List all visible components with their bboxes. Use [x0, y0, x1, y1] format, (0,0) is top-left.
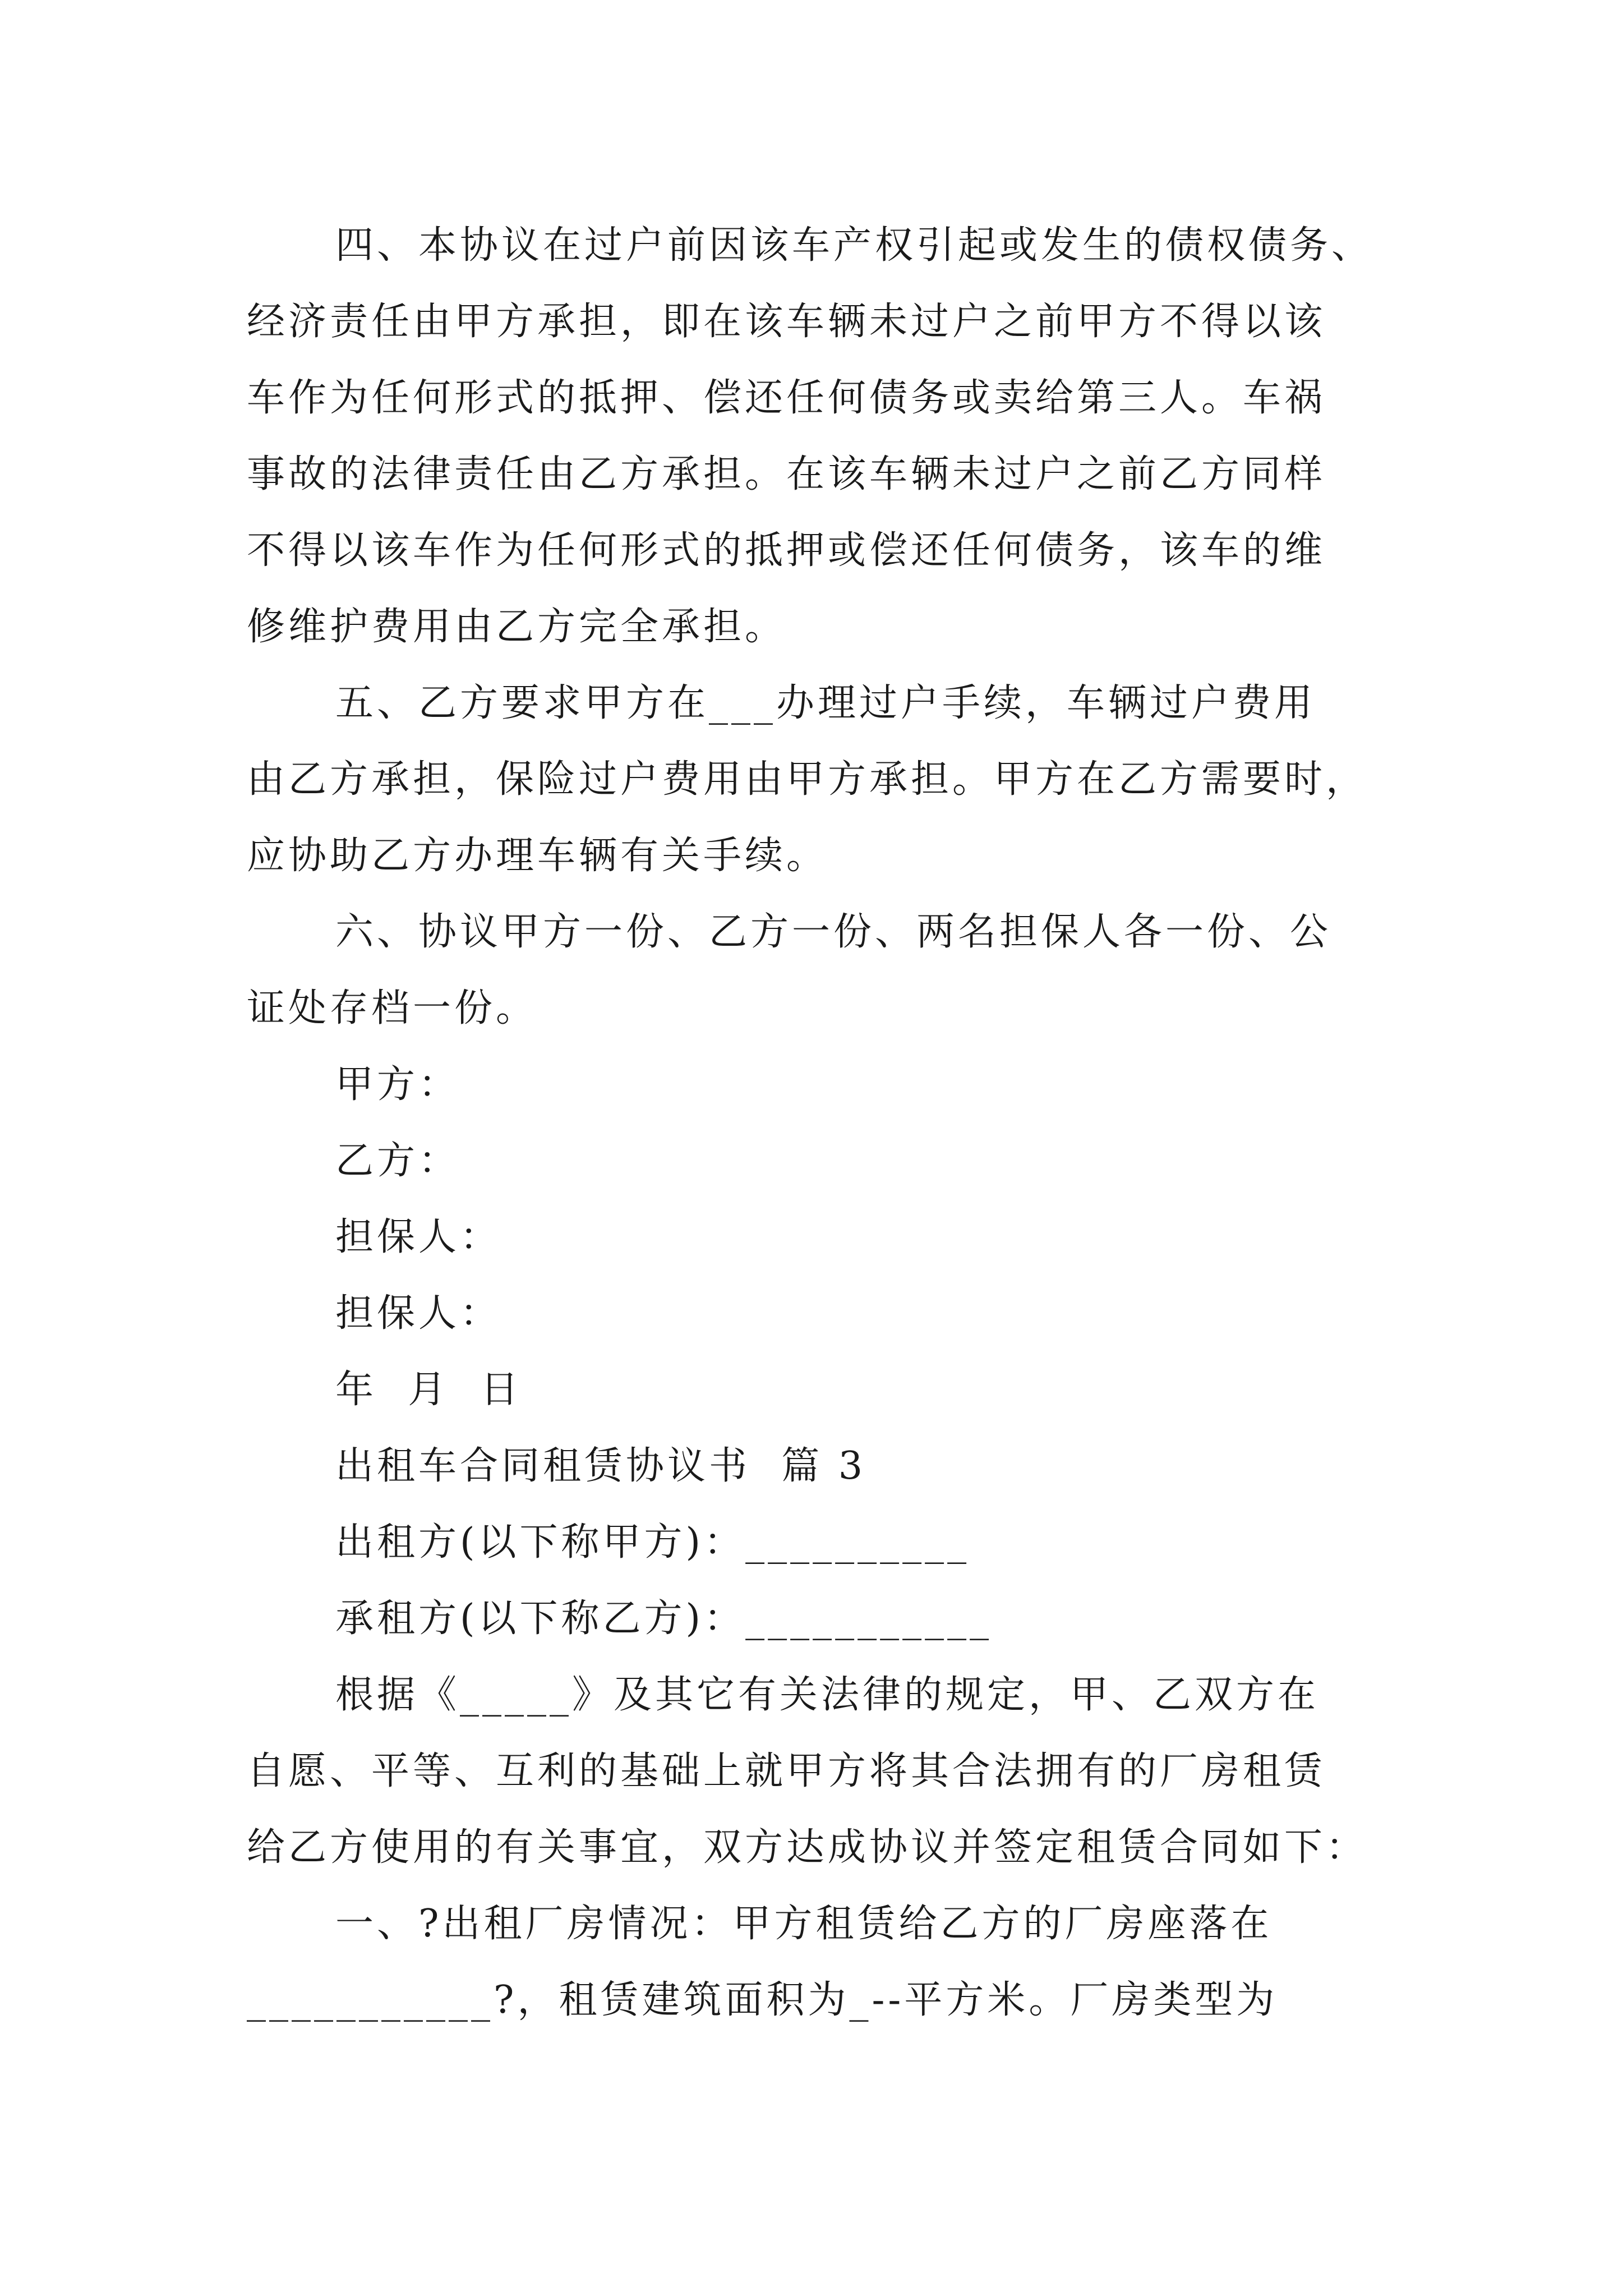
- intro-blank: _____: [460, 1673, 573, 1717]
- item-1-paragraph: [247, 1886, 1391, 2039]
- lessee-label: 承租方(以下称乙方)：: [335, 1596, 746, 1641]
- lessee-blank: ___________: [745, 1596, 993, 1641]
- item-1-line-2: ?，租赁建筑面积为_--平方米。厂房类型为: [494, 1978, 1278, 2022]
- clause-4-line: 不得以该车作为任何形式的抵押或偿还任何债务，该车的维: [247, 528, 1326, 573]
- party-b-signature: 乙方：: [335, 1139, 460, 1183]
- clause-5-first-line: [247, 665, 1391, 742]
- item-1-blank: ___________: [247, 1978, 494, 2022]
- clause-5: [247, 665, 1391, 894]
- item-1-line: 一、?出租厂房情况：甲方租赁给乙方的厂房座落在: [335, 1902, 1272, 1946]
- intro-line: 给乙方使用的有关事宜，双方达成协议并签定租赁合同如下：: [247, 1825, 1368, 1870]
- clause-4-line: 经济责任由甲方承担，即在该车辆未过户之前甲方不得以该: [247, 300, 1326, 344]
- clause-4-line: 四、本协议在过户前因该车产权引起或发生的债权债务、: [335, 223, 1373, 268]
- intro-suffix: 》及其它有关法律的规定，甲、乙双方在: [572, 1673, 1320, 1717]
- intro-line: 自愿、平等、互利的基础上就甲方将其合法拥有的厂房租赁: [247, 1749, 1326, 1793]
- clause-5-suffix: 办理过户手续，车辆过户费用: [776, 681, 1316, 725]
- lessor-line: [335, 1504, 970, 1581]
- guarantor-2-signature: 担保人：: [335, 1291, 502, 1336]
- intro-prefix: 根据《: [335, 1673, 460, 1717]
- section-title: 出租车合同租赁协议书 篇 3: [335, 1444, 866, 1488]
- clause-4-line: 事故的法律责任由乙方承担。在该车辆未过户之前乙方同样: [247, 452, 1326, 496]
- guarantor-1-signature: 担保人：: [335, 1215, 502, 1259]
- clause-6-line: 六、协议甲方一份、乙方一份、两名担保人各一份、公: [335, 910, 1332, 954]
- signature-date: 年 月 日: [335, 1368, 522, 1412]
- intro-paragraph: [247, 1657, 1391, 1886]
- clause-5-blank: ___: [709, 681, 777, 725]
- clause-4-line: 修维护费用由乙方完全承担。: [247, 605, 787, 649]
- clause-5-prefix: 五、乙方要求甲方在: [335, 681, 709, 725]
- lessor-label: 出租方(以下称甲方)：: [335, 1520, 746, 1565]
- lessee-line: [335, 1581, 992, 1657]
- clause-5-line: 应协助乙方办理车辆有关手续。: [247, 834, 828, 878]
- intro-first-line: [247, 1657, 1391, 1733]
- clause-4: [247, 208, 1391, 665]
- clause-6-line: 证处存档一份。: [247, 986, 538, 1030]
- item-1-second-line: [247, 1962, 1391, 2039]
- party-a-signature: 甲方：: [335, 1062, 460, 1107]
- clause-6: [247, 894, 1391, 1047]
- clause-5-line: 由乙方承担，保险过户费用由甲方承担。甲方在乙方需要时，: [247, 757, 1368, 802]
- lessor-blank: __________: [745, 1520, 970, 1565]
- clause-4-line: 车作为任何形式的抵押、偿还任何债务或卖给第三人。车祸: [247, 376, 1326, 420]
